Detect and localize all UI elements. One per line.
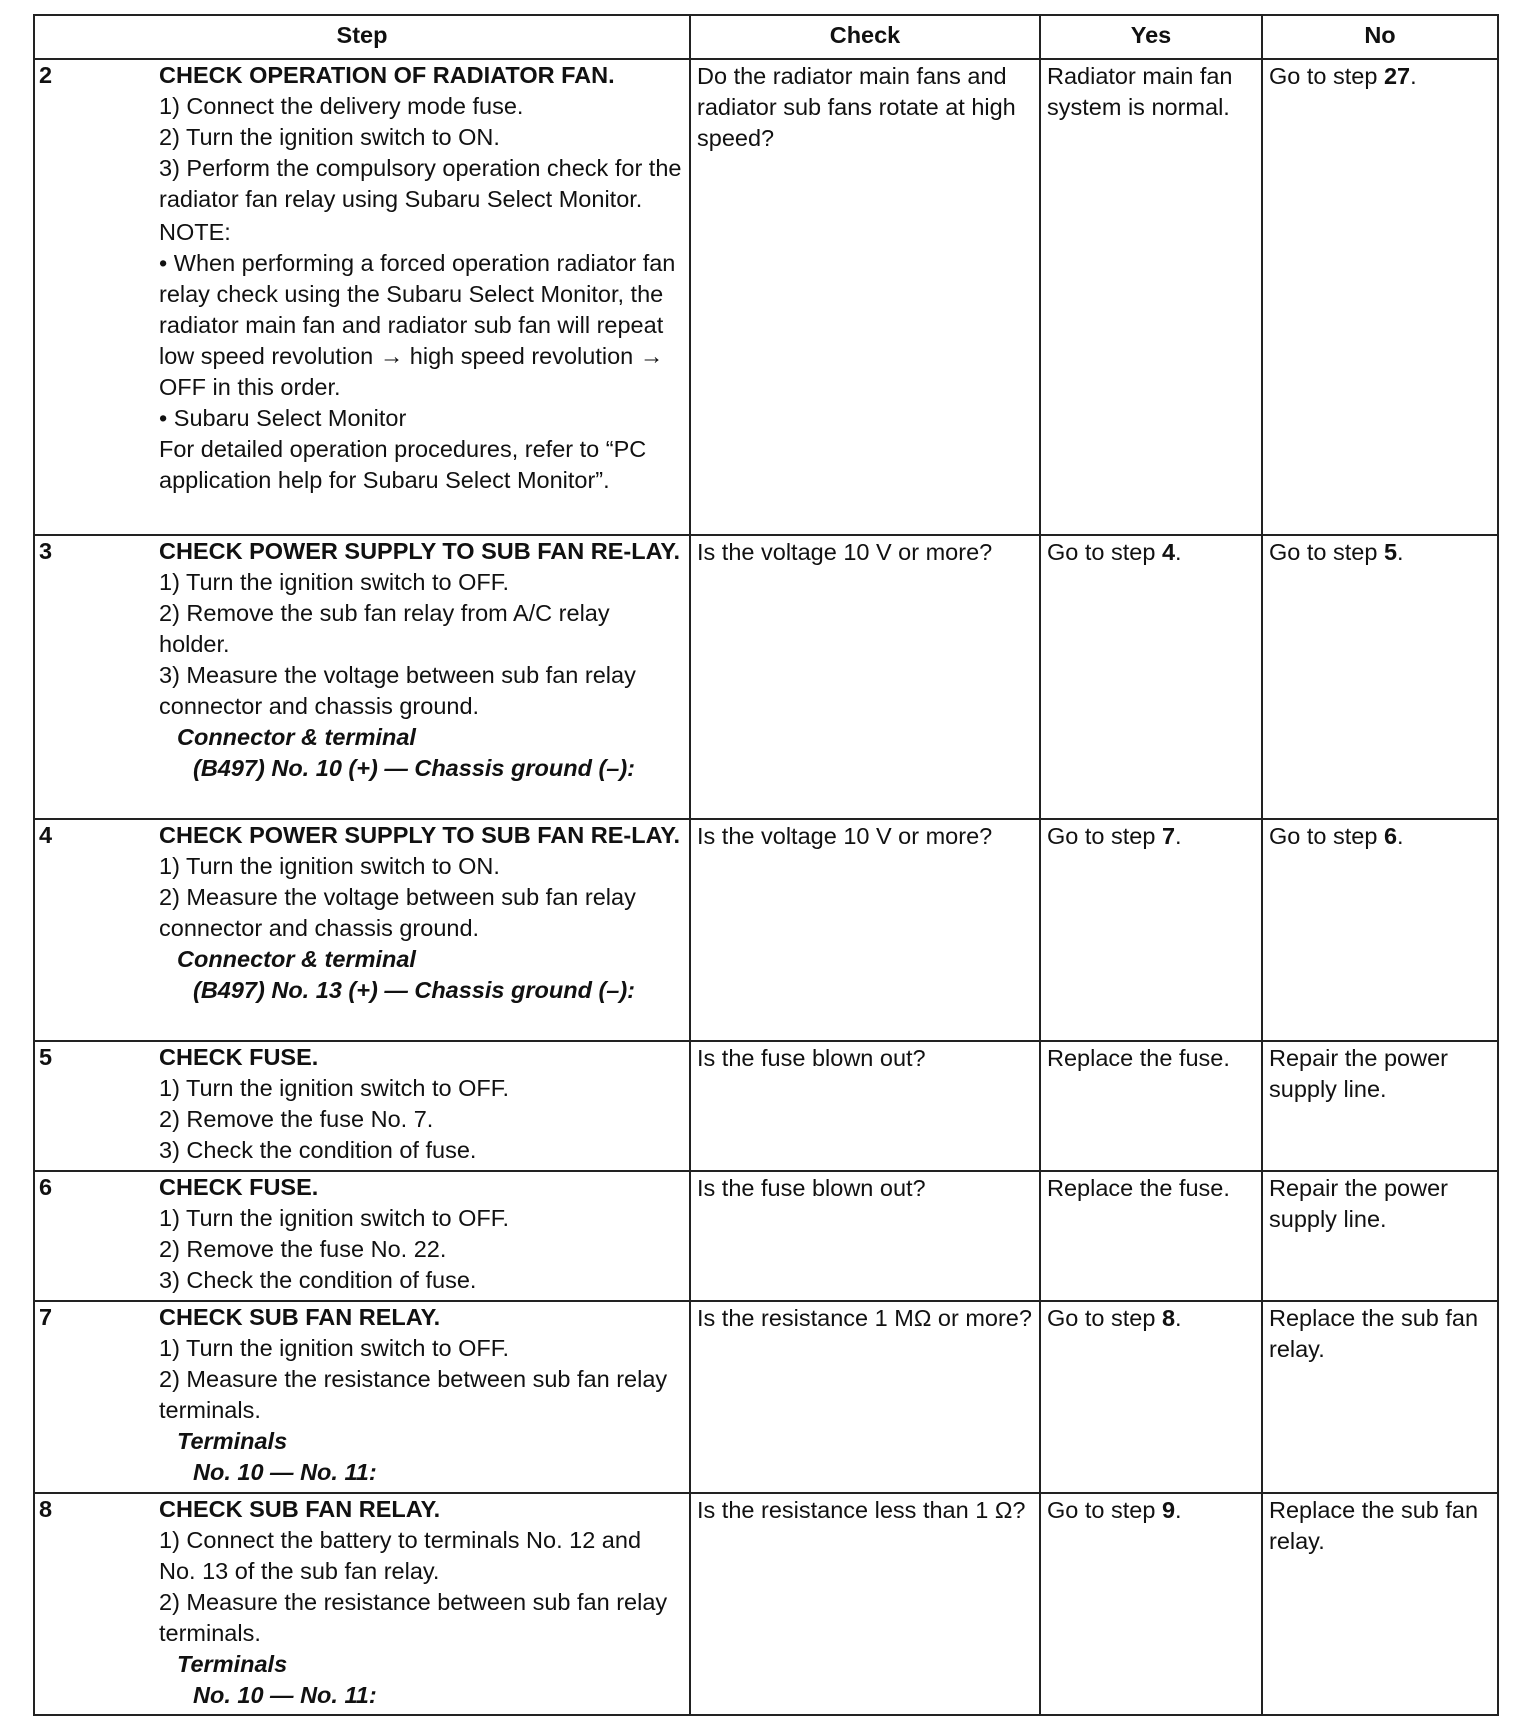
substep: 2) Remove the fuse No. 7. — [159, 1106, 434, 1132]
no-cell — [1262, 535, 1498, 819]
yes-cell — [1040, 819, 1262, 1041]
goto-step-link[interactable]: 8 — [1161, 1305, 1176, 1331]
substep: 2) Measure the resistance between sub fan relay terminals. — [159, 1366, 668, 1423]
step-number: 2 — [39, 62, 53, 88]
goto-suffix: . — [1175, 539, 1182, 565]
no-cell: Repair the power supply line. — [1262, 1041, 1498, 1171]
table-row — [34, 59, 1498, 535]
step-title: CHECK FUSE. — [159, 1174, 319, 1200]
header-check: Check — [690, 15, 1040, 59]
connector-terminal: (B497) No. 13 (+) — Chassis ground (–): — [193, 977, 636, 1003]
goto-suffix: . — [1175, 1305, 1182, 1331]
check-cell: Is the voltage 10 V or more? — [690, 535, 1040, 819]
substep: 2) Remove the fuse No. 22. — [159, 1236, 447, 1262]
substep: 2) Measure the resistance between sub fan relay terminals. — [159, 1589, 668, 1646]
goto-prefix: Go to step — [1047, 1497, 1162, 1523]
note-reference: For detailed operation procedures, refer to “PC application help for Subaru Select Monitor”. — [159, 436, 647, 493]
substep: 3) Check the condition of fuse. — [159, 1267, 477, 1293]
terminals-label: Terminals — [177, 1428, 288, 1454]
step-title: CHECK POWER SUPPLY TO SUB FAN RE-LAY. — [159, 538, 681, 564]
goto-prefix: Go to step — [1047, 539, 1162, 565]
step-title: CHECK SUB FAN RELAY. — [159, 1304, 441, 1330]
connector-label: Connector & terminal — [177, 724, 416, 750]
goto-prefix: Go to step — [1047, 1305, 1162, 1331]
goto-prefix: Go to step — [1047, 823, 1162, 849]
goto-step-link[interactable]: 5 — [1383, 539, 1398, 565]
check-cell: Is the fuse blown out? — [690, 1041, 1040, 1171]
substep: 3) Measure the voltage between sub fan relay connector and chassis ground. — [159, 662, 636, 719]
step-number: 7 — [39, 1304, 53, 1330]
no-cell: Repair the power supply line. — [1262, 1171, 1498, 1301]
step-cell — [34, 1041, 690, 1171]
goto-suffix: . — [1175, 1497, 1182, 1523]
terminals-label: Terminals — [177, 1651, 288, 1677]
no-cell — [1262, 819, 1498, 1041]
step-cell — [34, 59, 690, 535]
yes-cell: Radiator main fan system is normal. — [1040, 59, 1262, 535]
header-row — [34, 15, 1498, 59]
table-row — [34, 1301, 1498, 1493]
step-cell — [34, 535, 690, 819]
goto-prefix: Go to step — [1269, 63, 1384, 89]
table-row — [34, 819, 1498, 1041]
connector-terminal: (B497) No. 10 (+) — Chassis ground (–): — [193, 755, 636, 781]
step-title: CHECK OPERATION OF RADIATOR FAN. — [159, 62, 615, 88]
yes-cell — [1040, 535, 1262, 819]
substep: 3) Check the condition of fuse. — [159, 1137, 477, 1163]
step-cell — [34, 1171, 690, 1301]
header-no: No — [1262, 15, 1498, 59]
no-cell: Replace the sub fan relay. — [1262, 1493, 1498, 1715]
substep: 1) Turn the ignition switch to OFF. — [159, 1335, 510, 1361]
goto-suffix: . — [1410, 63, 1417, 89]
substep: 1) Turn the ignition switch to ON. — [159, 853, 500, 879]
table-row — [34, 1041, 1498, 1171]
no-cell — [1262, 59, 1498, 535]
goto-prefix: Go to step — [1269, 823, 1384, 849]
step-number: 5 — [39, 1044, 53, 1070]
note-title: NOTE: — [159, 219, 231, 245]
goto-prefix: Go to step — [1269, 539, 1384, 565]
step-number: 8 — [39, 1496, 53, 1522]
terminals-value: No. 10 — No. 11: — [193, 1682, 377, 1708]
header-step: Step — [34, 15, 690, 59]
goto-step-link[interactable]: 4 — [1161, 539, 1176, 565]
substep: 3) Perform the compulsory operation check for the radiator fan relay using Subaru Select Monitor. — [159, 155, 682, 212]
substep: 1) Connect the battery to terminals No. 12 and No. 13 of the sub fan relay. — [159, 1527, 642, 1584]
yes-cell: Replace the fuse. — [1040, 1171, 1262, 1301]
yes-cell: Replace the fuse. — [1040, 1041, 1262, 1171]
substep: 2) Measure the voltage between sub fan relay connector and chassis ground. — [159, 884, 636, 941]
connector-label: Connector & terminal — [177, 946, 416, 972]
goto-step-link[interactable]: 27 — [1383, 63, 1411, 89]
goto-step-link[interactable]: 9 — [1161, 1497, 1176, 1523]
step-number: 3 — [39, 538, 53, 564]
note-bullet: • Subaru Select Monitor — [159, 403, 683, 434]
check-cell: Is the fuse blown out? — [690, 1171, 1040, 1301]
step-number: 4 — [39, 822, 53, 848]
goto-suffix: . — [1175, 823, 1182, 849]
substep: 1) Turn the ignition switch to OFF. — [159, 1205, 510, 1231]
step-title: CHECK SUB FAN RELAY. — [159, 1496, 441, 1522]
check-cell: Is the voltage 10 V or more? — [690, 819, 1040, 1041]
check-cell: Is the resistance less than 1 Ω? — [690, 1493, 1040, 1715]
no-cell: Replace the sub fan relay. — [1262, 1301, 1498, 1493]
table-row — [34, 535, 1498, 819]
check-cell: Do the radiator main fans and radiator sub fans rotate at high speed? — [690, 59, 1040, 535]
goto-step-link[interactable]: 6 — [1383, 823, 1398, 849]
yes-cell — [1040, 1493, 1262, 1715]
goto-step-link[interactable]: 7 — [1161, 823, 1176, 849]
substep: 1) Turn the ignition switch to OFF. — [159, 1075, 510, 1101]
note-bullet: • When performing a forced operation radiator fan relay check using the Subaru Select Monitor, the radiator main fan and radiator sub fan will repeat low speed revolution → high speed revolution → OFF in this order. — [159, 248, 683, 403]
step-cell — [34, 1493, 690, 1715]
terminals-value: No. 10 — No. 11: — [193, 1459, 377, 1485]
step-title: CHECK POWER SUPPLY TO SUB FAN RE-LAY. — [159, 822, 681, 848]
step-number: 6 — [39, 1174, 53, 1200]
substep: 1) Connect the delivery mode fuse. — [159, 93, 524, 119]
check-cell: Is the resistance 1 MΩ or more? — [690, 1301, 1040, 1493]
goto-suffix: . — [1397, 539, 1404, 565]
step-cell — [34, 819, 690, 1041]
diagnostic-table — [33, 14, 1499, 1716]
table-row — [34, 1171, 1498, 1301]
yes-cell — [1040, 1301, 1262, 1493]
step-cell — [34, 1301, 690, 1493]
goto-suffix: . — [1397, 823, 1404, 849]
step-title: CHECK FUSE. — [159, 1044, 319, 1070]
substep: 2) Remove the sub fan relay from A/C relay holder. — [159, 600, 610, 657]
table-row — [34, 1493, 1498, 1715]
header-yes: Yes — [1040, 15, 1262, 59]
substep: 1) Turn the ignition switch to OFF. — [159, 569, 510, 595]
substep: 2) Turn the ignition switch to ON. — [159, 124, 500, 150]
